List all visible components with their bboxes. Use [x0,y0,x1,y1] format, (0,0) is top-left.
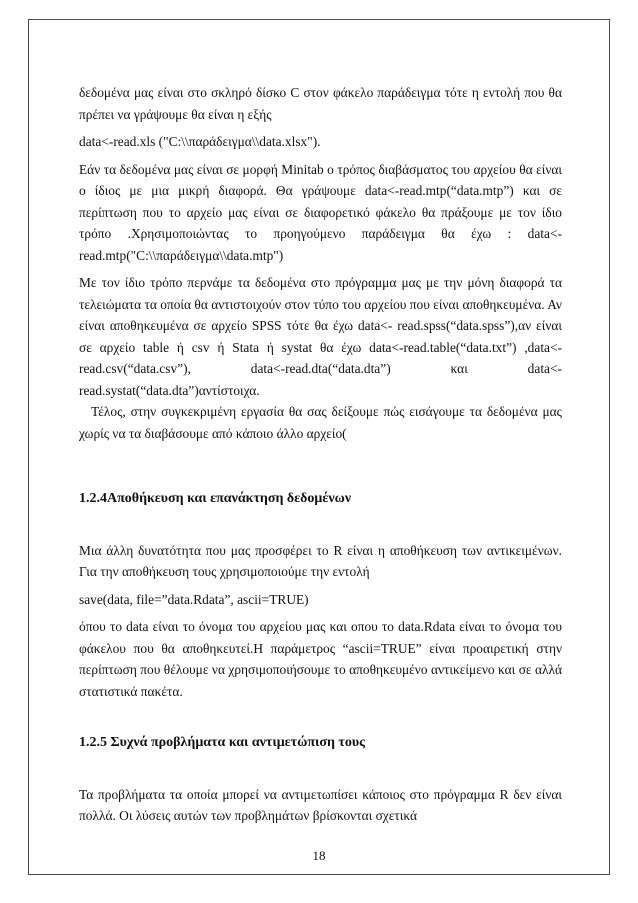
paragraph-closing: Τέλος, στην συγκεκριμένη εργασία θα σας δείξουμε πώς εισάγουμε τα δεδομένα μας χωρίς να τα διαβάσουμε από κάποιο άλλο αρχείο( [79,404,562,441]
page-body [79,82,562,827]
section-heading-1-2-5: 1.2.5 Συχνά προβλήματα και αντιμετώπιση τους [79,735,366,750]
paragraph-problems: Τα προβλήματα τα οποία μπορεί να αντιμετωπίσει κάποιος στο πρόγραμμα R δεν είναι πολλά. Οι λύσεις αυτών των προβλημάτων βρίσκονται σχετικά [79,786,562,823]
paragraph-save-explanation: όπου το data είναι το όνομα του αρχείου μας και οπου το data.Rdata είναι το όνομα του φάκελου που θα αποθηκευτεί.Η παράμετρος “ascii=TRUE” είναι προαιρετική στην περίπτωση που θέλουμε να χρησιμοποιήσουμε το αποθηκευμένο αντικείμενο και σε αλλά στατιστικά πακέτα. [79,619,562,699]
paragraph-minitab: Εάν τα δεδομένα μας είναι σε μορφή Minitab ο τρόπος διαβάσματος του αρχείου θα είναι ο ίδιος με μια μικρή διαφορά. Θα γράψουμε data<-read.mtp(“data.mtp”) και σε περίπτωση που το αρχείο μας είναι σε διαφορετικό φάκελο θα πράξουμε με τον ίδιο τρόπο .Χρησιμοποιώντας το προηγούμενο παράδειγμα θα έχω : data<-read.mtp("C:\\παράδειγμα\\data.mtp") [79,161,562,263]
page-number: 18 [312,848,326,863]
paragraph-save-intro: Μια άλλη δυνατότητα που μας προσφέρει το R είναι η αποθήκευση των αντικειμένων. Για την αποθήκευση τους χρησιμοποιούμε την εντολή [79,542,562,579]
paragraph-other-formats: Με τον ίδιο τρόπο περνάμε τα δεδομένα στο πρόγραμμα μας με την μόνη διαφορά τα τελειώματα τα οποία θα αντιστοιχούν στον τύπο του αρχείου που είναι αποθηκευμένα. Αν είναι αποθηκευμένα σε αρχείο SPSS τότε θα έχω data<- read.spss(“data.spss”),αν είναι σε αρχείο table ή csv ή Stata ή systat θα έχω data<-read.table(“data.txt”) ,data<- read.csv(“data.csv”), data<-read.dta(“data.dta”) και data<- read.systat(“data.dta”)αντίστοιχα. [79,275,562,398]
paragraph-file-path: δεδομένα μας είναι στο σκληρό δίσκο C στον φάκελο παράδειγμα τότε η εντολή που θα πρέπει να γράψουμε θα είναι η εξής [79,85,562,122]
page-frame [28,19,610,875]
code-save: save(data, file=”data.Rdata”, ascii=TRUE) [79,591,309,607]
code-read-xls: data<-read.xls ("C:\\παράδειγμα\\data.xlsx"). [79,134,321,149]
section-heading-1-2-4: 1.2.4Αποθήκευση και επανάκτηση δεδομένων [79,491,352,506]
